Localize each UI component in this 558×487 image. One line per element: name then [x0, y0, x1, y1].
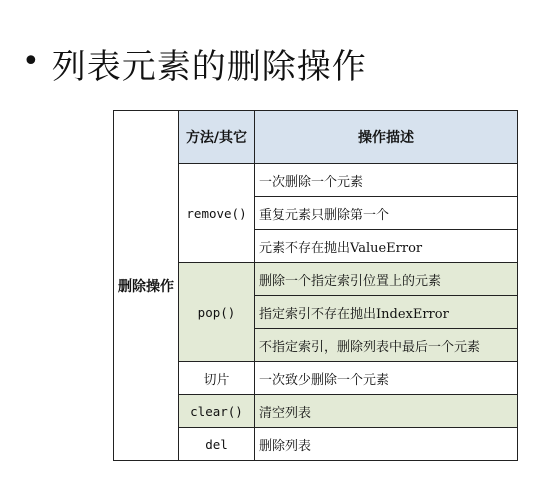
description-cell: 重复元素只删除第一个 [255, 197, 518, 230]
method-cell-slice: 切片 [179, 362, 255, 395]
description-cell: 元素不存在抛出ValueError [255, 230, 518, 263]
category-cell: 删除操作 [114, 111, 179, 461]
slide-title: 列表元素的删除操作 [51, 46, 367, 87]
description-cell: 删除列表 [255, 428, 518, 461]
description-cell: 清空列表 [255, 395, 518, 428]
description-column-header: 操作描述 [255, 111, 518, 164]
slide-heading [22, 38, 367, 88]
description-cell: 一次删除一个元素 [255, 164, 518, 197]
bullet-icon: • [22, 44, 40, 79]
description-cell: 不指定索引，删除列表中最后一个元素 [255, 329, 518, 362]
method-cell-del: del [179, 428, 255, 461]
method-cell-clear: clear() [179, 395, 255, 428]
table-header-row [114, 111, 518, 164]
method-cell-pop: pop() [179, 263, 255, 362]
description-cell: 一次致少删除一个元素 [255, 362, 518, 395]
delete-operations-table [113, 110, 518, 461]
method-column-header: 方法/其它 [179, 111, 255, 164]
method-cell-remove: remove() [179, 164, 255, 263]
description-cell: 删除一个指定索引位置上的元素 [255, 263, 518, 296]
description-cell: 指定索引不存在抛出IndexError [255, 296, 518, 329]
